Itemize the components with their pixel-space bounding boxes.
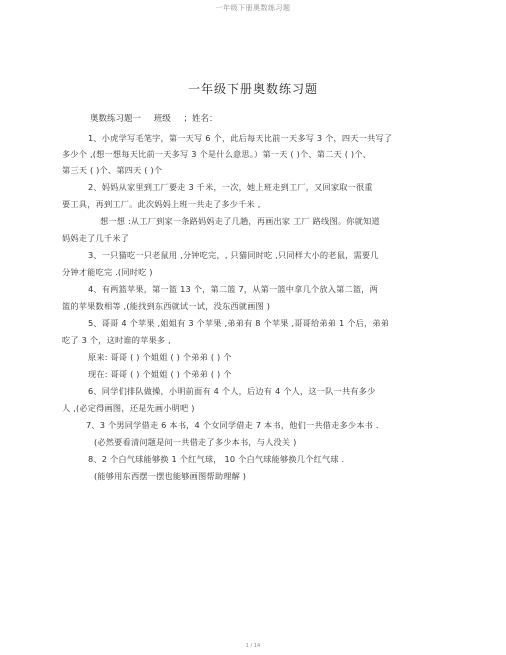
question-1-line-3: 第三天 ( )个、第四天 ( )个 [62,165,163,175]
question-7-line-2: (必然要看清问题是问一共借走了多少本书，与人没关 ) [94,437,297,447]
subtitle-class: 班级 [153,114,171,124]
document-subtitle [90,112,227,124]
question-8-line-2: (能够用东西摆一摆也能够画图帮助理解 ) [94,471,247,481]
question-4-line-1: 4、有两篮苹果，第一篮 13 个，第二篮 7，从第一篮中拿几个放入第二篮，两 [88,284,379,294]
question-1-line-1: 1、小虎学写毛笔字，第一天写 6 个，此后每天比前一天多写 3 个，四天一共写了 [88,133,393,143]
question-7-line-1: 7、3 个男同学借走 6 本书，4 个女同学借走 7 本书，他们一共借走多少本书 . [86,420,379,430]
subtitle-name: ；姓名： [183,114,218,124]
question-5-now: 现在: 哥哥 ( ) 个姐姐 ( ) 个弟弟 ( ) 个 [88,369,232,379]
page-number: 1 / 14 [245,643,261,649]
question-3-line-2: 分钟才能吃完 .(同时吃 ) [62,267,153,277]
question-2-line-1: 2、妈妈从家里到工厂要走 3 千米，一次，她上班走到工厂，又回家取一很重 [88,182,373,192]
question-1-line-2: 多少个 ,(想一想每天比前一天多写 3 个是什么意思。）第一天 ( )个、第二天 ( )个、 [62,149,372,159]
question-5-original: 原来: 哥哥 ( ) 个姐姐 ( ) 个弟弟 ( ) 个 [88,352,232,362]
page-header: 一年级下册奥数练习题 [215,4,291,12]
question-4-line-2: 篮的苹果数相等 ,(能找到东西就试一试，没东西就画图 ) [62,301,271,311]
document-title: 一年级下册奥数练习题 [187,82,318,96]
question-2-hint-line-2: 妈妈走了几千米了 [62,233,130,243]
question-8-line-1: 8、2 个白气球能够换 1 个红气球， 10 个白气球能够换几个红气球 . [88,454,345,464]
question-3-line-1: 3、一只猫吃一只老鼠用 ,分钟吃完，, 只猫同时吃 ,只同样大小的老鼠，需要几 [88,250,379,260]
subtitle-exercise: 奥数练习题一 [90,114,142,124]
document-body [62,133,442,481]
question-2-hint-line-1: 想一想 :从工厂到家一条路妈妈走了几趟，再画出家 工厂 路线图。你就知道 [100,216,380,226]
question-6-line-2: 人 ,(必定得画图，还是先画小明吧 ) [62,403,195,413]
question-5-line-2: 吃了 3 个，这时谁的苹果多 , [62,335,171,345]
question-6-line-1: 6、同学们排队做操，小明前面有 4 个人，后边有 4 个人，这一队一共有多少 [88,386,376,396]
question-5-line-1: 5、哥哥 4 个苹果 ,姐姐有 3 个苹果 ,弟弟有 8 个苹果 ,哥哥给弟弟 1 个后，弟弟 [88,318,390,328]
question-2-line-2: 要工具，再到工厂。此次妈妈上班一共走了多少千米 , [62,199,261,209]
